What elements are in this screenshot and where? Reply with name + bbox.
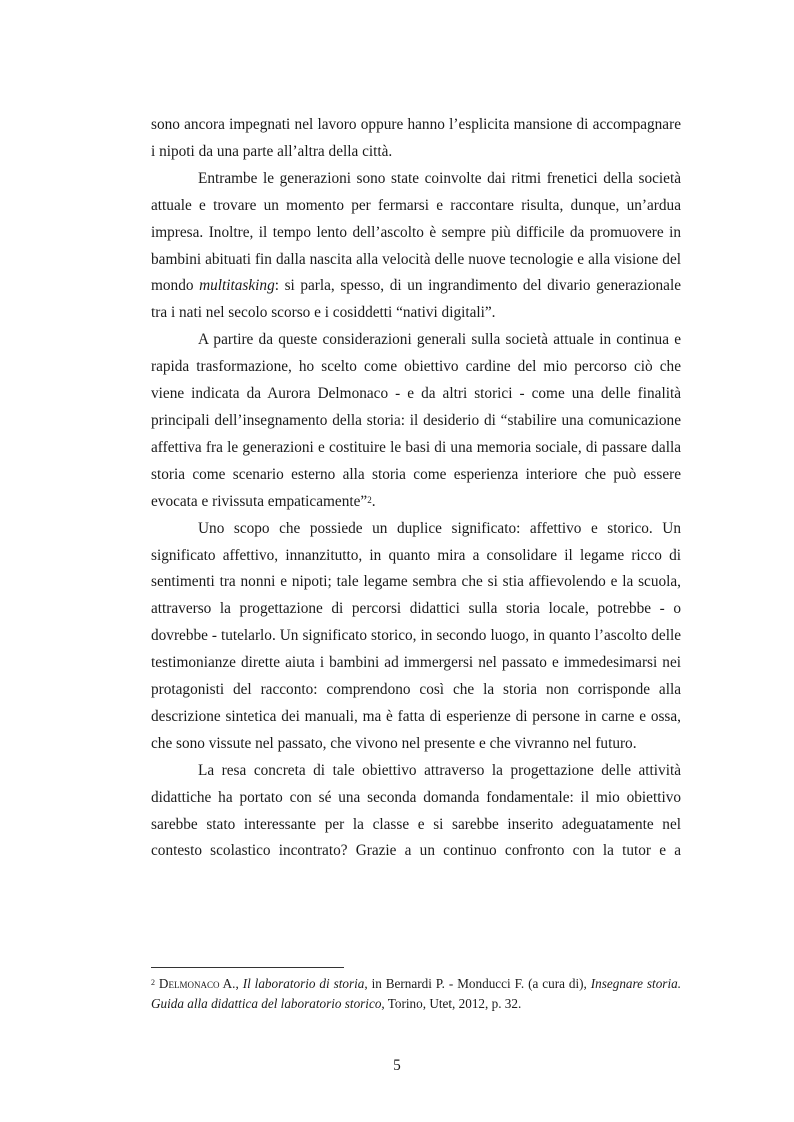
footnote <box>151 974 681 1013</box>
footnote-number: 2 <box>151 978 155 987</box>
footnote-title: Il laboratorio di storia <box>242 976 365 991</box>
paragraph <box>151 327 681 515</box>
paragraph-text: sono ancora impegnati nel lavoro oppure hanno l’esplicita mansione di accompagnare i nipoti da una parte all’altra della città. <box>151 116 681 160</box>
footnote-end: , Torino, Utet, 2012, p. 32. <box>381 995 522 1011</box>
paragraph-text: Uno scopo che possiede un duplice significato: affettivo e storico. Un significato affettivo, innanzitutto, in quanto mira a consolidare il legame ricco di sentimenti tra nonni e nipoti; tale legame sembra che si stia affievolendo e la scuola, attraverso la progettazione di percorsi didattici sulla storia locale, potrebbe - o dovrebbe - tutelarlo. Un significato storico, in secondo luogo, in quanto l’ascolto delle testimonianze dirette aiuta i bambini ad immergersi nel passato e immedesimarsi nei protagonisti del racconto: comprendono così che la storia non corrisponde alla descrizione sintetica dei manuali, ma è fatta di esperienze di persone in carne e ossa, che sono vissute nel passato, che vivono nel presente e che vivranno nel futuro. <box>151 519 681 752</box>
footnote-reference: 2 <box>367 494 372 505</box>
footnote-separator <box>151 967 344 968</box>
footnote-author: Delmonaco <box>158 976 220 991</box>
page-number: 5 <box>393 1057 401 1074</box>
footnote-mid: , in Bernardi P. - Monducci F. (a cura di), <box>364 976 591 991</box>
paragraph <box>151 516 681 758</box>
paragraph-text-end: . <box>371 492 376 510</box>
body-text <box>151 112 681 865</box>
paragraph <box>151 166 681 327</box>
footnote-book: Insegnare storia. Guida alla didattica del laboratorio storico <box>151 976 681 1011</box>
paragraph <box>151 758 681 866</box>
italic-term: multitasking <box>199 277 275 295</box>
paragraph-text: La resa concreta di tale obiettivo attraverso la progettazione delle attività didattiche ha portato con sé una seconda domanda fondamentale: il mio obiettivo sarebbe stato interessante per la classe e si sarebbe inserito adeguatamente nel contesto scolastico incontrato? Grazie a un continuo confronto con la tutor e a <box>151 761 681 860</box>
paragraph-text: A partire da queste considerazioni generali sulla società attuale in continua e rapida trasformazione, ho scelto come obiettivo cardine del mio percorso ciò che viene indicata da Aurora Delmonaco - e da altri storici - come una delle finalità principali dell’insegnamento della storia: il desiderio di “stabilire una comunicazione affettiva fra le generazioni e costituire le basi di una memoria sociale, di passare dalla storia come scenario esterno alla storia come esperienza interiore che può essere evocata e rivissuta empaticamente” <box>151 331 681 510</box>
paragraph-text-end: : si parla, spesso, di un ingrandimento del divario generazionale tra i nati nel secolo scorso e i cosiddetti “nativi digitali”. <box>151 277 681 322</box>
paragraph-continued <box>151 112 681 166</box>
footnote-author-initial: A., <box>219 976 243 991</box>
paragraph-text: Entrambe le generazioni sono state coinvolte dai ritmi frenetici della società attuale e trovare un momento per fermarsi e raccontare risulta, dunque, un’ardua impresa. Inoltre, il tempo lento dell’ascolto è sempre più difficile da promuovere in bambini abituati fin dalla nascita alla velocità delle nuove tecnologie e alla visione del mondo <box>151 169 681 295</box>
